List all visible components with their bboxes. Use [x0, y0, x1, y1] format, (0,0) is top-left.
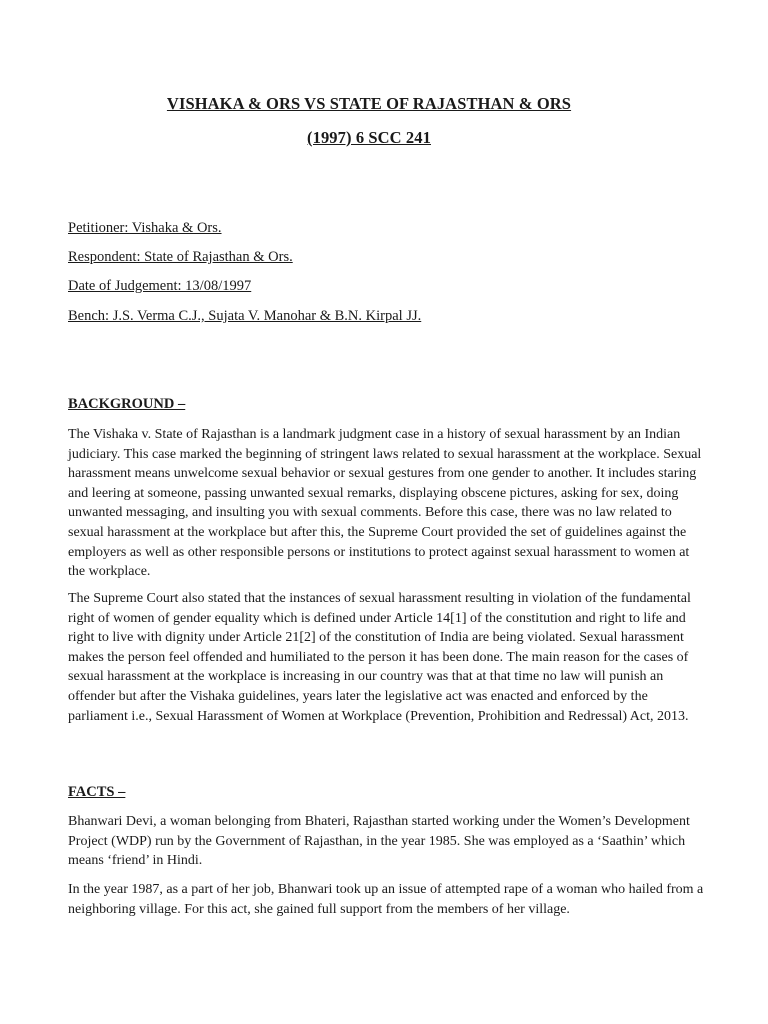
background-paragraph-2: The Supreme Court also stated that the instances of sexual harassment resulting in violation of the fundamental right of women of gender equality which is defined under Article 14[1] of the constitution and right to life and right to live with dignity under Article 21[2] of the constitution of India are being violated. Sexual harassment makes the person feel offended and humiliated to the person it has been done. The main reason for the cases of sexual harassment at the workplace is increasing in our country was that at that time no law will punish an offender but after the Vishaka guidelines, years later the legislative act was enacted and enforced by the parliament i.e., Sexual Harassment of Women at Workplace (Prevention, Prohibition and Redressal) Act, 2013.: [68, 591, 691, 724]
background-paragraph-1: The Vishaka v. State of Rajasthan is a landmark judgment case in a history of sexual harassment by an Indian judiciary. This case marked the beginning of stringent laws related to sexual harassment at the workplace. Sexual harassment means unwelcome sexual behavior or sexual gestures from one gender to another. It includes staring and leering at someone, passing unwanted sexual remarks, displaying obscene pictures, asking for sex, doing unwanted messaging, and insulting you with sexual comments. Before this case, there was no law related to sexual harassment at the workplace but after this, the Supreme Court provided the set of guidelines against the employers as well as other responsible persons or institutions to protect against sexual harassment to women at the workplace.: [68, 427, 702, 580]
respondent-line: Respondent: State of Rajasthan & Ors.: [68, 249, 293, 265]
case-citation: [0, 128, 753, 148]
bench-line: Bench: J.S. Verma C.J., Sujata V. Manohar & B.N. Kirpal JJ.: [68, 308, 422, 324]
facts-paragraph-1: Bhanwari Devi, a woman belonging from Bhateri, Rajasthan started working under the Women’s Development Project (WDP) run by the Government of Rajasthan, in the year 1985. She was employed as a ‘Saathin’ which means ‘friend’ in Hindi.: [68, 814, 690, 869]
case-citation-text: (1997) 6 SCC 241: [307, 128, 431, 147]
background-heading: BACKGROUND –: [68, 396, 186, 412]
judgement-date-line: Date of Judgement: 13/08/1997: [68, 278, 252, 294]
petitioner-line: Petitioner: Vishaka & Ors.: [68, 220, 222, 236]
case-title: VISHAKA & ORS VS STATE OF RAJASTHAN & ORS: [166, 94, 572, 113]
facts-paragraph-2: In the year 1987, as a part of her job, Bhanwari took up an issue of attempted rape of a woman who hailed from a neighboring village. For this act, she gained full support from the members of her village.: [68, 882, 704, 917]
facts-heading: FACTS –: [68, 784, 126, 800]
